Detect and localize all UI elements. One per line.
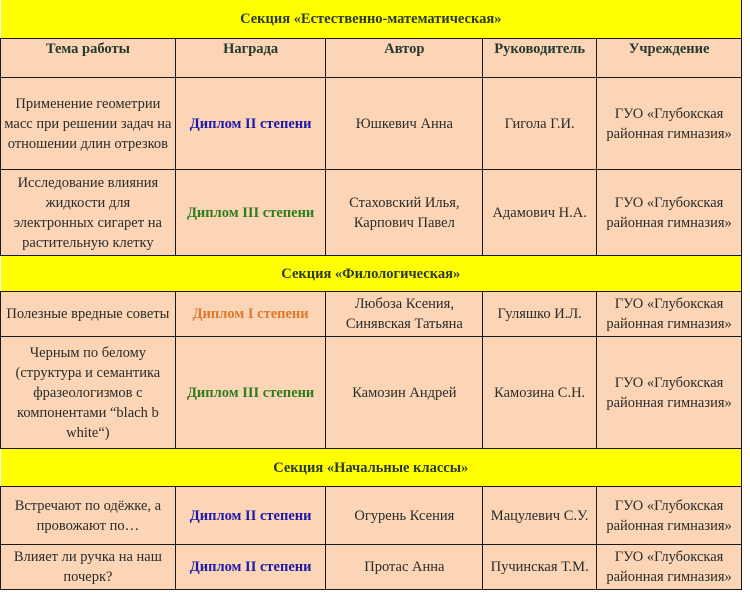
institution-cell: ГУО «Глубокская районная гимназия» bbox=[597, 78, 742, 170]
table-row bbox=[1, 78, 742, 170]
topic-cell: Влияет ли ручка на наш почерк? bbox=[1, 545, 176, 590]
topic-cell: Применение геометрии масс при решении задач на отношении длин отрезков bbox=[1, 78, 176, 170]
supervisor-cell: Гуляшко И.Л. bbox=[483, 292, 597, 337]
topic-cell: Исследование влияния жидкости для электронных сигарет на растительную клетку bbox=[1, 170, 176, 256]
institution-cell: ГУО «Глубокская районная гимназия» bbox=[597, 170, 742, 256]
header-institution: Учреждение bbox=[597, 39, 742, 78]
author-cell: Юшкевич Анна bbox=[326, 78, 483, 170]
column-headers-row bbox=[1, 39, 742, 78]
supervisor-cell: Пучинская Т.М. bbox=[483, 545, 597, 590]
header-supervisor: Руководитель bbox=[483, 39, 597, 78]
topic-cell: Полезные вредные советы bbox=[1, 292, 176, 337]
supervisor-cell: Мацулевич С.У. bbox=[483, 487, 597, 545]
header-author: Автор bbox=[326, 39, 483, 78]
section-header-row bbox=[1, 0, 742, 39]
section-title: Секция «Филологическая» bbox=[1, 256, 742, 292]
table-row bbox=[1, 170, 742, 256]
table-row bbox=[1, 292, 742, 337]
award-cell: Диплом II степени bbox=[175, 78, 326, 170]
institution-cell: ГУО «Глубокская районная гимназия» bbox=[597, 292, 742, 337]
table-row bbox=[1, 487, 742, 545]
author-cell: Протас Анна bbox=[326, 545, 483, 590]
author-cell: Стаховский Илья, Карпович Павел bbox=[326, 170, 483, 256]
section-header-row bbox=[1, 256, 742, 292]
supervisor-cell: Гигола Г.И. bbox=[483, 78, 597, 170]
author-cell: Любоза Ксения, Синявская Татьяна bbox=[326, 292, 483, 337]
supervisor-cell: Адамович Н.А. bbox=[483, 170, 597, 256]
supervisor-cell: Камозина С.Н. bbox=[483, 337, 597, 449]
institution-cell: ГУО «Глубокская районная гимназия» bbox=[597, 545, 742, 590]
institution-cell: ГУО «Глубокская районная гимназия» bbox=[597, 337, 742, 449]
author-cell: Огурень Ксения bbox=[326, 487, 483, 545]
table-row bbox=[1, 337, 742, 449]
institution-cell: ГУО «Глубокская районная гимназия» bbox=[597, 487, 742, 545]
topic-cell: Встречают по одёжке, а провожают по… bbox=[1, 487, 176, 545]
header-award: Награда bbox=[175, 39, 326, 78]
topic-cell: Черным по белому (структура и семантика фразеологизмов с компонентами “blach b white“) bbox=[1, 337, 176, 449]
table-row bbox=[1, 545, 742, 590]
section-title: Секция «Начальные классы» bbox=[1, 449, 742, 487]
award-cell: Диплом III степени bbox=[175, 337, 326, 449]
award-cell: Диплом III степени bbox=[175, 170, 326, 256]
award-cell: Диплом II степени bbox=[175, 545, 326, 590]
section-header-row bbox=[1, 449, 742, 487]
section-title: Секция «Естественно-математическая» bbox=[1, 0, 742, 39]
author-cell: Камозин Андрей bbox=[326, 337, 483, 449]
award-cell: Диплом II степени bbox=[175, 487, 326, 545]
award-cell: Диплом I степени bbox=[175, 292, 326, 337]
header-topic: Тема работы bbox=[1, 39, 176, 78]
